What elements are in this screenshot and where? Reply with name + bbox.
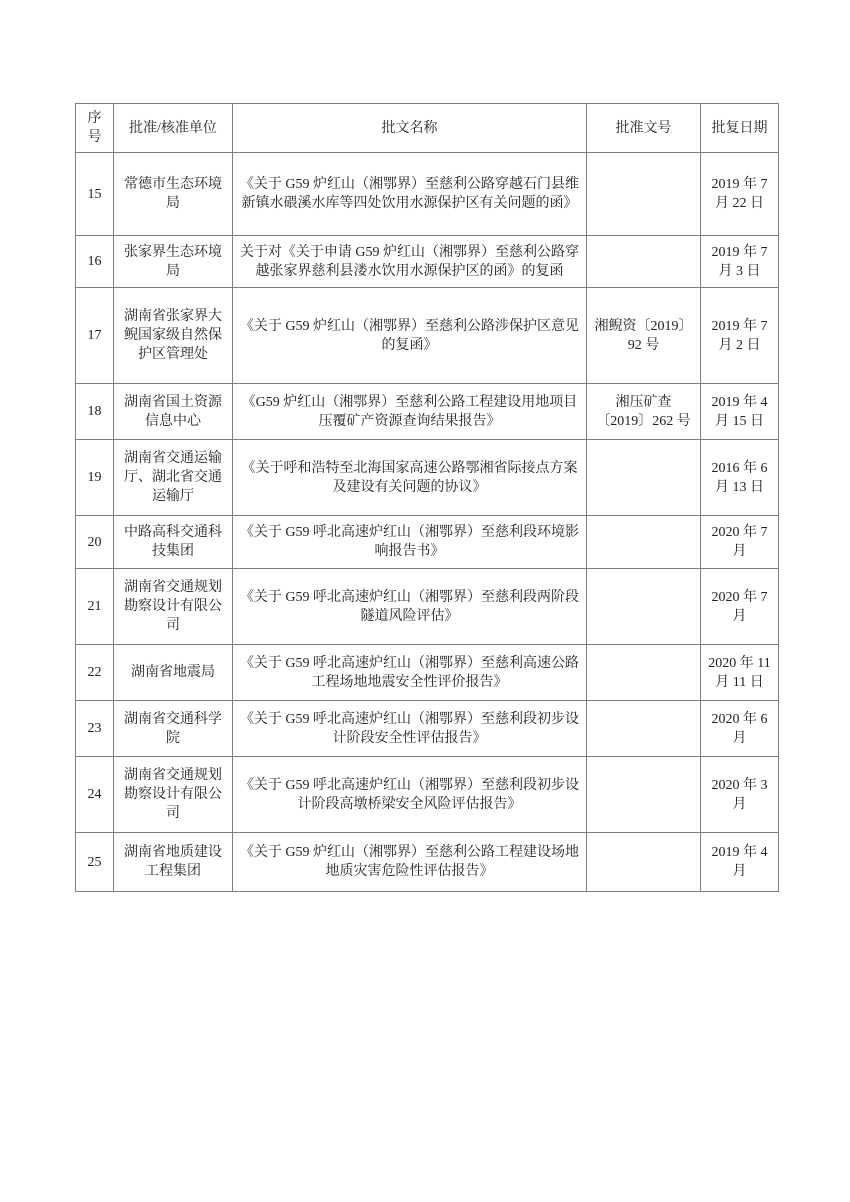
col-header-unit: 批准/核准单位 xyxy=(114,104,233,153)
cell-seq: 23 xyxy=(76,701,114,757)
table-row xyxy=(76,833,779,892)
cell-date: 2019 年 7 月 22 日 xyxy=(701,153,779,236)
cell-seq: 15 xyxy=(76,153,114,236)
cell-doc-number xyxy=(587,153,701,236)
cell-doc-number xyxy=(587,236,701,288)
cell-date: 2020 年 7 月 xyxy=(701,516,779,569)
col-header-date: 批复日期 xyxy=(701,104,779,153)
col-header-seq: 序号 xyxy=(76,104,114,153)
cell-doc-name: 关于对《关于申请 G59 炉红山（湘鄂界）至慈利公路穿越张家界慈利县溇水饮用水源保护区的函》的复函 xyxy=(233,236,587,288)
table-row xyxy=(76,645,779,701)
table-row xyxy=(76,440,779,516)
cell-doc-name: 《关于 G59 呼北高速炉红山（湘鄂界）至慈利段初步设计阶段安全性评估报告》 xyxy=(233,701,587,757)
cell-unit: 常德市生态环境局 xyxy=(114,153,233,236)
cell-doc-name: 《关于呼和浩特至北海国家高速公路鄂湘省际接点方案及建设有关问题的协议》 xyxy=(233,440,587,516)
cell-unit: 中路高科交通科技集团 xyxy=(114,516,233,569)
cell-seq: 21 xyxy=(76,569,114,645)
table-row xyxy=(76,153,779,236)
cell-date: 2019 年 7 月 2 日 xyxy=(701,288,779,384)
cell-unit: 湖南省交通规划勘察设计有限公司 xyxy=(114,757,233,833)
cell-doc-number: 湘压矿查〔2019〕262 号 xyxy=(587,384,701,440)
cell-doc-number xyxy=(587,701,701,757)
cell-unit: 湖南省张家界大鲵国家级自然保护区管理处 xyxy=(114,288,233,384)
cell-seq: 24 xyxy=(76,757,114,833)
cell-doc-name: 《关于 G59 呼北高速炉红山（湘鄂界）至慈利段初步设计阶段高墩桥梁安全风险评估报告》 xyxy=(233,757,587,833)
cell-unit: 湖南省交通规划勘察设计有限公司 xyxy=(114,569,233,645)
cell-seq: 22 xyxy=(76,645,114,701)
table-row xyxy=(76,236,779,288)
cell-date: 2020 年 7 月 xyxy=(701,569,779,645)
table-header-row xyxy=(76,104,779,153)
approval-table xyxy=(75,103,779,892)
cell-seq: 19 xyxy=(76,440,114,516)
cell-seq: 16 xyxy=(76,236,114,288)
cell-seq: 20 xyxy=(76,516,114,569)
cell-doc-name: 《关于 G59 呼北高速炉红山（湘鄂界）至慈利段两阶段隧道风险评估》 xyxy=(233,569,587,645)
cell-date: 2020 年 3 月 xyxy=(701,757,779,833)
cell-unit: 湖南省地质建设工程集团 xyxy=(114,833,233,892)
table-row xyxy=(76,757,779,833)
col-header-doc-name: 批文名称 xyxy=(233,104,587,153)
cell-unit: 湖南省国土资源信息中心 xyxy=(114,384,233,440)
table-row xyxy=(76,701,779,757)
cell-doc-number xyxy=(587,569,701,645)
cell-doc-name: 《关于 G59 呼北高速炉红山（湘鄂界）至慈利段环境影响报告书》 xyxy=(233,516,587,569)
cell-date: 2020 年 11 月 11 日 xyxy=(701,645,779,701)
cell-unit: 湖南省地震局 xyxy=(114,645,233,701)
cell-doc-name: 《关于 G59 呼北高速炉红山（湘鄂界）至慈利高速公路工程场地地震安全性评价报告》 xyxy=(233,645,587,701)
cell-doc-number xyxy=(587,440,701,516)
cell-date: 2019 年 7 月 3 日 xyxy=(701,236,779,288)
table-row xyxy=(76,516,779,569)
cell-doc-name: 《关于 G59 炉红山（湘鄂界）至慈利公路涉保护区意见的复函》 xyxy=(233,288,587,384)
cell-doc-number xyxy=(587,833,701,892)
cell-unit: 湖南省交通科学院 xyxy=(114,701,233,757)
cell-doc-number: 湘鲵资〔2019〕92 号 xyxy=(587,288,701,384)
cell-date: 2019 年 4 月 15 日 xyxy=(701,384,779,440)
cell-doc-name: 《G59 炉红山（湘鄂界）至慈利公路工程建设用地项目压覆矿产资源查询结果报告》 xyxy=(233,384,587,440)
table-row xyxy=(76,569,779,645)
table-row xyxy=(76,288,779,384)
cell-date: 2020 年 6 月 xyxy=(701,701,779,757)
cell-doc-name: 《关于 G59 炉红山（湘鄂界）至慈利公路工程建设场地地质灾害危险性评估报告》 xyxy=(233,833,587,892)
cell-unit: 湖南省交通运输厅、湖北省交通运输厅 xyxy=(114,440,233,516)
cell-date: 2019 年 4 月 xyxy=(701,833,779,892)
cell-unit: 张家界生态环境局 xyxy=(114,236,233,288)
cell-doc-number xyxy=(587,645,701,701)
cell-seq: 25 xyxy=(76,833,114,892)
col-header-doc-number: 批准文号 xyxy=(587,104,701,153)
cell-date: 2016 年 6 月 13 日 xyxy=(701,440,779,516)
cell-seq: 18 xyxy=(76,384,114,440)
cell-doc-number xyxy=(587,757,701,833)
table-row xyxy=(76,384,779,440)
cell-seq: 17 xyxy=(76,288,114,384)
cell-doc-number xyxy=(587,516,701,569)
cell-doc-name: 《关于 G59 炉红山（湘鄂界）至慈利公路穿越石门县维新镇水碨溪水库等四处饮用水源保护区有关问题的函》 xyxy=(233,153,587,236)
